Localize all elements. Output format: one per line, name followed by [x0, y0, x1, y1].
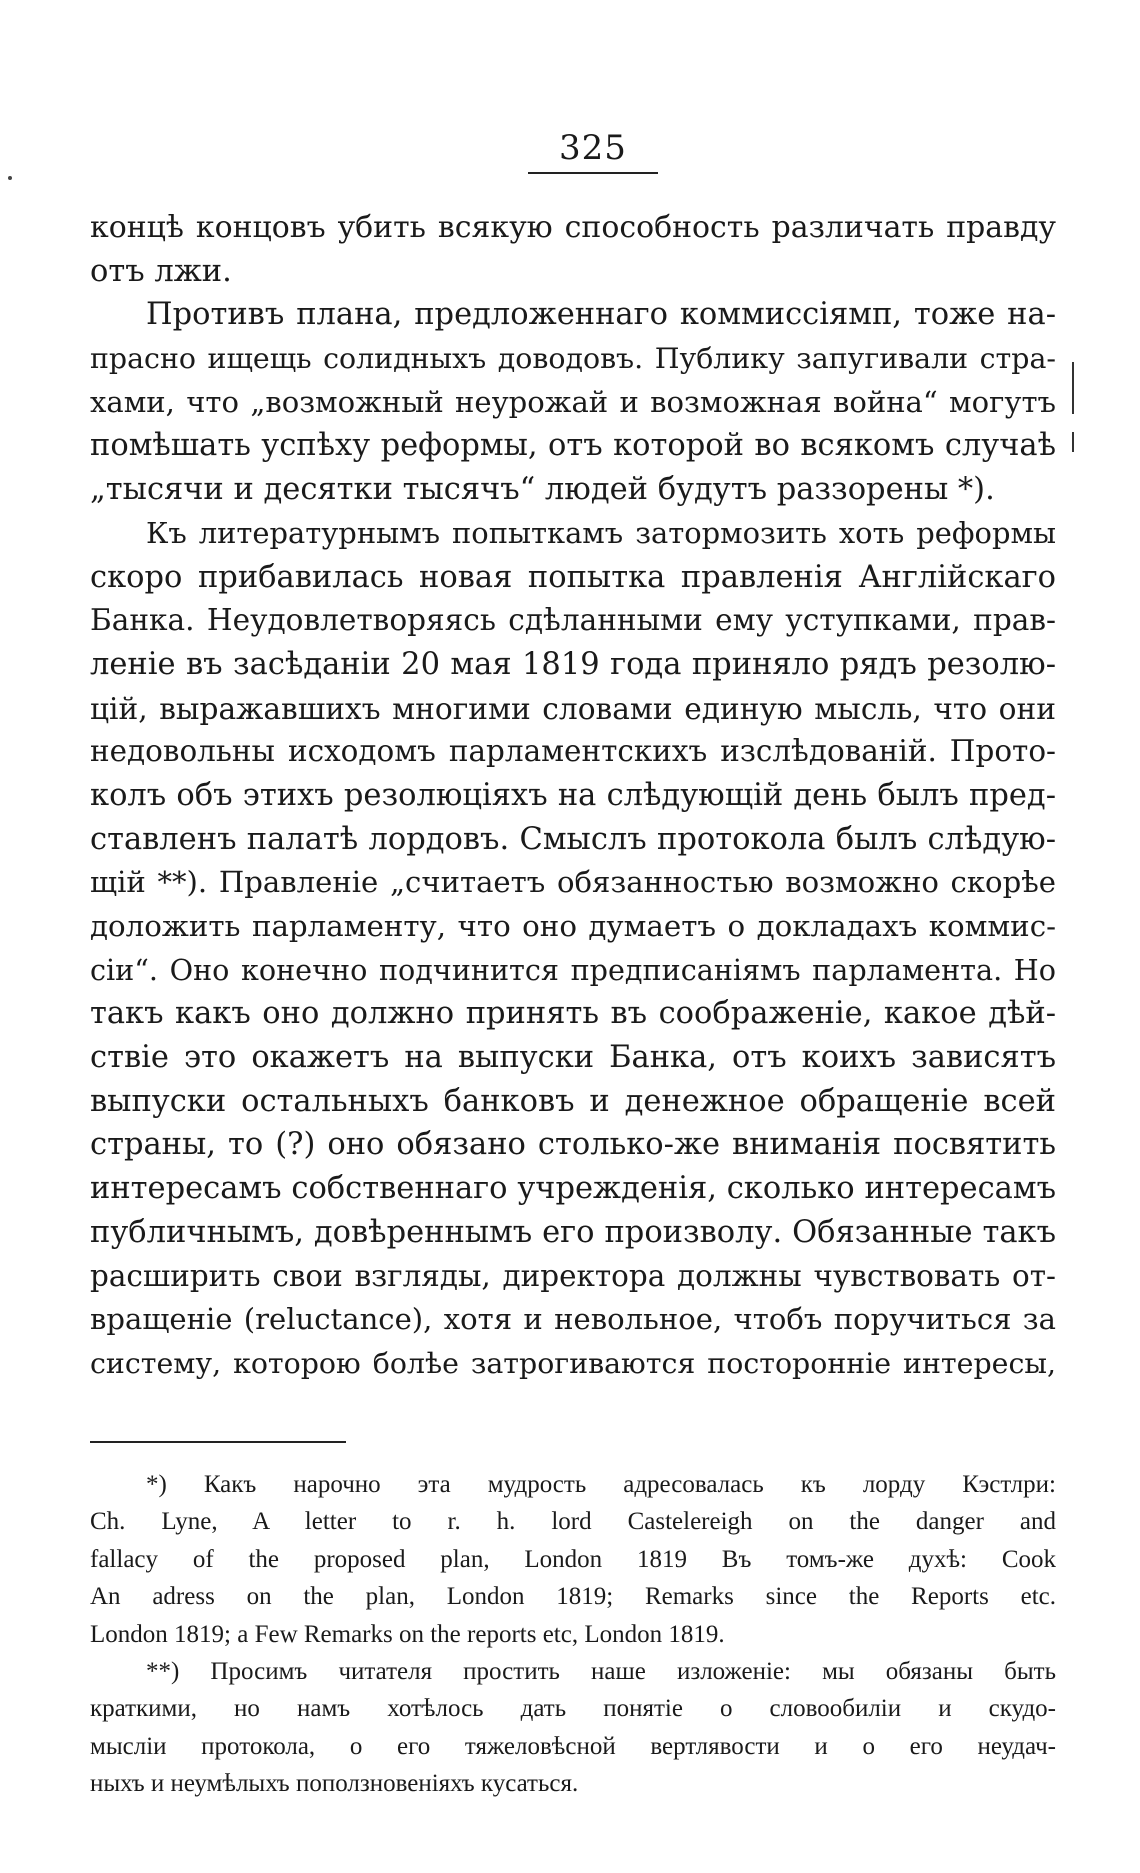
text-line: страны, то (?) оно обязано столько-же вниманія посвятить	[90, 1127, 1056, 1163]
text-line: концѣ концовъ убить всякую способность различать правду	[90, 210, 1056, 245]
scan-speck	[8, 176, 12, 180]
footnote-line: **) Просимъ читателя простить наше изложеніе: мы обязаны быть	[146, 1657, 1056, 1685]
text-line: доложить парламенту, что оно думаетъ о докладахъ коммис-	[90, 909, 1056, 943]
text-line: Банка. Неудовлетворяясь сдѣланными ему уступками, прав-	[90, 603, 1056, 638]
footnote-separator	[90, 1441, 346, 1443]
page-number-underline	[528, 172, 658, 174]
text-line: Къ литературнымъ попыткамъ затормозить хоть реформы	[146, 515, 1056, 550]
text-line: систему, которою болѣе затрогиваются посторонніе интересы,	[90, 1346, 1056, 1380]
footnote-line: fallacy of the proposed plan, London 1819 Въ томъ-же духѣ: Cook	[90, 1545, 1056, 1573]
text-line: щій **). Правленіе „считаетъ обязанностью возможно скорѣе	[90, 865, 1056, 900]
text-line: прасно ищещь солидныхъ доводовъ. Публику запугивали стра-	[90, 342, 1056, 376]
footnote-line: мысліи протокола, о его тяжеловѣсной вертлявости и о его неудач-	[90, 1732, 1056, 1760]
text-line: хами, что „возможный неурожай и возможная война“ могутъ	[90, 384, 1056, 419]
text-line: леніе въ засѣданіи 20 мая 1819 года приняло рядъ резолю-	[90, 646, 1056, 682]
text-line: интересамъ собственнаго учрежденія, сколько интересамъ	[90, 1171, 1056, 1207]
margin-mark	[1072, 432, 1074, 452]
text-line: вращеніе (reluctance), хотя и невольное, чтобъ поручиться за	[90, 1302, 1056, 1337]
page-number: 325	[559, 128, 627, 168]
footnote-line: An adress on the plan, London 1819; Remarks since the Reports etc.	[90, 1583, 1056, 1611]
footnote-line: краткими, но намъ хотѣлось дать понятіе о словообиліи и скудо-	[90, 1695, 1056, 1723]
text-line: Противъ плана, предложеннаго коммиссіямп, тоже на-	[146, 297, 1056, 333]
text-line: такъ какъ оно должно принять въ соображеніе, какое дѣй-	[90, 996, 1056, 1032]
text-line: расширить свои взгляды, директора должны чувствовать от-	[90, 1258, 1056, 1293]
text-line: ствіе это окажетъ на выпуски Банка, отъ коихъ зависятъ	[90, 1040, 1056, 1076]
text-line: „тысячи и десятки тысячъ“ людей будутъ раззорены *).	[90, 472, 995, 508]
text-line: скоро прибавилась новая попытка правленія Англійскаго	[90, 559, 1056, 595]
footnote-line: *) Какъ нарочно эта мудрость адресовалась къ лорду Кэстлри:	[146, 1471, 1056, 1498]
text-line: помѣшать успѣху реформы, отъ которой во всякомъ случаѣ	[90, 428, 1056, 464]
text-line: выпуски остальныхъ банковъ и денежное обращеніе всей	[90, 1083, 1056, 1119]
footnote-line: London 1819; a Few Remarks on the reports etc, London 1819.	[90, 1620, 725, 1648]
text-line: цій, выражавшихъ многими словами единую мысль, что они	[90, 690, 1056, 726]
text-line: отъ лжи.	[90, 253, 232, 289]
margin-mark	[1072, 362, 1074, 414]
text-line: публичнымъ, довѣреннымъ его произволу. Обязанные такъ	[90, 1214, 1056, 1250]
text-line: ставленъ палатѣ лордовъ. Смыслъ протокола былъ слѣдую-	[90, 821, 1056, 857]
footnote-line: Ch. Lyne, A letter to r. h. lord Castelereigh on the danger and	[90, 1508, 1056, 1536]
footnote-line: ныхъ и неумѣлыхъ поползновеніяхъ кусаться.	[90, 1770, 579, 1798]
text-line: сіи“. Оно конечно подчинится предписаніямъ парламента. Но	[90, 952, 1056, 987]
text-line: недовольны исходомъ парламентскихъ изслѣдованій. Прото-	[90, 734, 1056, 769]
text-line: колъ объ этихъ резолюціяхъ на слѣдующій день былъ пред-	[90, 777, 1056, 813]
footnotes	[90, 1466, 1056, 1803]
body-text	[90, 206, 1056, 1386]
